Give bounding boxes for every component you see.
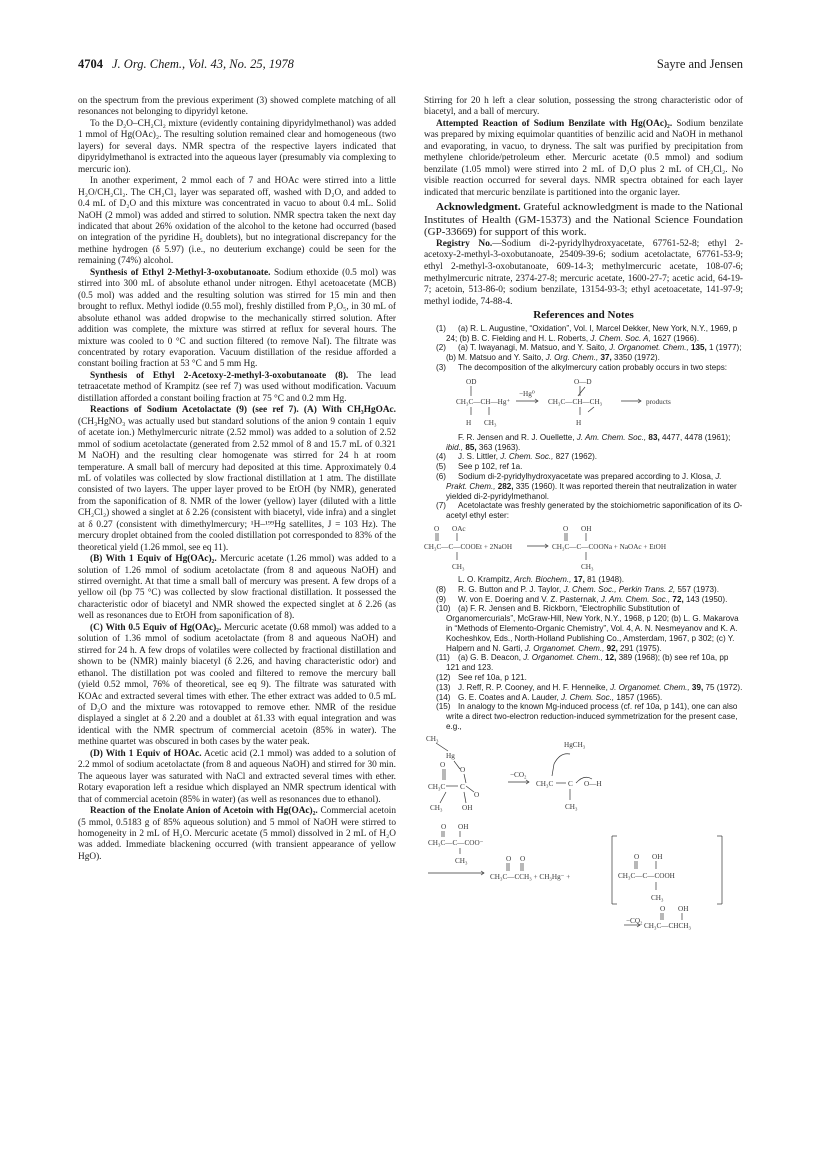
reference-text: L. O. Krampitz, [458, 575, 515, 585]
section-paragraph [78, 749, 396, 806]
section-heading: Synthesis of Ethyl 2-Acetoxy-2-methyl-3-oxobutanoate (8). [90, 370, 349, 381]
svg-text:CH₃C—C—COOEt + 2NaOH: CH₃C—C—COOEt + 2NaOH [424, 543, 513, 552]
reference-item [424, 585, 743, 595]
reference-volume: 39, [689, 682, 704, 692]
reference-item [424, 452, 743, 462]
svg-text:O: O [440, 760, 446, 769]
reference-volume: 12, [602, 653, 617, 663]
svg-text:CH₃: CH₃ [484, 418, 497, 427]
section-body: Sodium benzilate was prepared by mixing equimolar quantities of benzilic acid and NaOH in methanol and evaporating, in vacuo, to dryness. The salt was purified by precipitation from methylene chloride/petroleum ether. Mercuric acetate (0.5 mmol) and sodium benzilate (1.05 mmol) were stirred into 2 mL of D₂O plus 2 mL of CH₂Cl₂. No visible reaction occurred for several days. NMR spectra obtained for each layer indicated that mercuric benzilate is partitioned into the organic layer. [424, 118, 743, 198]
reference-volume: 72, [670, 594, 684, 604]
svg-text:O: O [474, 790, 480, 799]
reference-text: 3350 (1972). [611, 353, 660, 363]
svg-text:products: products [646, 397, 671, 406]
reference-text: 1 (1977); (b) M. Matsuo and Y. Saito, [446, 343, 742, 363]
acknowledgment-heading: Acknowledgment. [436, 201, 521, 214]
section-heading: Reactions of Sodium Acetolactate (9) (see ref 7). (A) With CH₃HgOAc. [90, 405, 396, 416]
svg-text:O: O [520, 854, 526, 863]
reference-text: G. E. Coates and A. Lauder, [458, 692, 562, 702]
reference-number: (4) [436, 452, 446, 462]
journal-citation: J. Org. Chem., Vol. 43, No. 25, 1978 [112, 57, 294, 71]
svg-text:OH: OH [678, 904, 689, 913]
reference-text: 827 (1962). [553, 452, 598, 462]
svg-text:CH₃: CH₃ [651, 893, 664, 902]
svg-text:C: C [460, 782, 465, 791]
mercury-cation-decomposition-scheme [424, 375, 724, 431]
reference-journal: J. Chem. Soc., [500, 452, 554, 462]
registry-body: —Sodium di-2-pyridylhydroxyacetate, 67761-52-8; ethyl 2-acetoxy-2-methyl-3-oxobutanoate, 25409-39-6; sodium acetolactate, 67761-53-9; ethyl 2-methyl-3-oxobutanoate, 609-14-3; methylmercuric acetate, 108-07-6; methylmercuric nitrate, 2374-27-8; mercuric acetate, 1600-27-7; acetic acid, 64-19-7; acetoin, 513-86-0; sodium benzilate, 13154-93-3; ethyl acetoacetate, 141-97-9; methyl iodide, 74-88-4. [424, 238, 743, 307]
svg-text:OH: OH [462, 803, 473, 812]
reference-text: J. S. Littler, [458, 452, 501, 462]
reference-item [424, 702, 743, 731]
svg-text:CH₃C—C—COOH: CH₃C—C—COOH [618, 871, 675, 880]
svg-text:CH₃C—C—COONa + NaOAc + EtOH: CH₃C—C—COONa + NaOAc + EtOH [552, 543, 667, 552]
symmetrization-scheme [424, 734, 742, 930]
section-heading: (D) With 1 Equiv of HOAc. [90, 748, 202, 759]
svg-text:CH₃: CH₃ [565, 802, 578, 811]
svg-text:C: C [568, 779, 573, 788]
reference-text: R. G. Button and P. J. Taylor, [458, 584, 564, 594]
reference-number: (2) [436, 343, 446, 353]
reference-text: See ref 10a, p 121. [458, 673, 527, 682]
reference-journal: J. Am. Chem. Soc., [576, 432, 647, 442]
reference-volume: 135, [688, 343, 707, 353]
reference-text: The decomposition of the alkylmercury cation probably occurs in two steps: [458, 363, 728, 373]
reference-number: (14) [436, 692, 451, 702]
svg-text:CH₃: CH₃ [426, 734, 439, 743]
reference-journal: J. Organomet. Chem., [610, 682, 690, 692]
svg-text:−CO₂: −CO₂ [510, 770, 527, 779]
section-paragraph [424, 119, 743, 199]
reference-text: 291 (1975). [617, 643, 662, 653]
section-paragraph [78, 405, 396, 554]
svg-text:CH₃: CH₃ [430, 803, 443, 812]
section-heading: (B) With 1 Equiv of Hg(OAc)₂. [90, 554, 217, 565]
reference-item [424, 673, 743, 683]
reference-text: 4477, 4478 (1961); [659, 432, 731, 442]
reference-item [424, 595, 743, 605]
reference-item [424, 683, 743, 693]
left-column [78, 96, 396, 863]
svg-text:−CO₂: −CO₂ [626, 916, 643, 925]
reference-item [424, 604, 743, 653]
section-heading: Attempted Reaction of Sodium Benzilate with Hg(OAc)₂. [436, 118, 673, 129]
reference-item [424, 324, 743, 344]
svg-text:O: O [441, 822, 447, 831]
svg-text:HgCH₃: HgCH₃ [564, 740, 586, 749]
reference-text: See p 102, ref 1a. [458, 462, 523, 472]
reference-item-continued [424, 433, 743, 453]
reference-volume: 92, [604, 643, 618, 653]
reference-journal: J. Organomet. Chem., [523, 653, 603, 663]
svg-text:O—H: O—H [584, 779, 602, 788]
svg-text:O—D: O—D [574, 377, 592, 386]
saponification-scheme [424, 523, 724, 573]
svg-text:CH₃: CH₃ [452, 563, 465, 572]
running-authors: Sayre and Jensen [656, 57, 743, 71]
reference-number: (8) [436, 584, 446, 594]
acknowledgment-paragraph [424, 201, 743, 239]
reference-journal: J. Chem. Soc., [561, 692, 615, 702]
reference-item [424, 693, 743, 703]
reference-journal: J. Org. Chem., [545, 353, 599, 363]
reference-text: 335 (1960). It was reported therein that neutralization in water yielded di-2-pyridylmethanol. [446, 481, 737, 501]
reference-number: (12) [436, 673, 451, 682]
section-paragraph [78, 554, 396, 623]
svg-text:O: O [660, 904, 666, 913]
reference-text: (a) R. L. Augustine, “Oxidation”, Vol. I, Marcel Dekker, New York, N.Y., 1969, p 24; (b) B. C. Fielding and H. L. Roberts, [446, 323, 738, 343]
paragraph: Stirring for 20 h left a clear solution, possessing the strong characteristic odor of biacetyl, and a ball of mercury. [424, 96, 743, 118]
reference-text: 1627 (1966). [650, 333, 699, 343]
svg-text:CH₃: CH₃ [455, 856, 468, 865]
reference-journal: J. Chem. Soc. A, [590, 333, 651, 343]
reference-text: 75 (1972). [703, 682, 743, 692]
svg-text:OH: OH [458, 822, 469, 831]
section-paragraph [78, 268, 396, 371]
reference-journal: J. Chem. Soc., Perkin Trans. 2, [563, 584, 676, 594]
reference-item-continued [424, 575, 743, 585]
section-paragraph [78, 371, 396, 405]
reference-journal: J. Organomet. Chem., [609, 343, 689, 353]
section-paragraph [78, 623, 396, 749]
references-list [424, 324, 743, 930]
section-body: Mercuric acetate (1.26 mmol) was added to a solution of 1.26 mmol of sodium acetolactate (from 8 and aqueous NaOH) and stirred overnight. At that time a small ball of mercury was present. A few drops of a yellow oil (bp 75 °C) was collected by slow fractional distillation. It possessed the characteristic odor of biacetyl and NMR showed the expected singlet at δ 2.26 (as well as resonances due to EtOH from saponification of 8). [78, 554, 396, 622]
reference-volume: 37, [598, 353, 612, 363]
section-heading: Synthesis of Ethyl 2-Methyl-3-oxobutanoate. [90, 267, 271, 278]
section-heading: (C) With 0.5 Equiv of Hg(OAc)₂. [90, 622, 222, 633]
reference-number: (10) [436, 604, 451, 614]
reference-item [424, 462, 743, 472]
svg-text:CH₃C—CH—Hg⁺: CH₃C—CH—Hg⁺ [456, 397, 511, 406]
paragraph: In another experiment, 2 mmol each of 7 and HOAc were stirred into a little H₂O/CH₂Cl₂. The CH₂Cl₂ layer was separated off, washed with D₂O, and added to 0.4 mL of D₂O and this mixture was concentrated in vacuo to about 0.4 mL. Solid NaOH (2 mmol) was added and stirred to solution. NMR spectra taken the next day indicated that about 26% oxidation of the alcohol to the ketone had occurred (based on integration of the pyridine H₅ doublets), but no integrational discrepancy for the methine hydrogen (δ 5.97) (i.e., no deuterium exchange) could be seen for the remaining (74%) alcohol. [78, 176, 396, 267]
reference-text: 143 (1950). [683, 594, 728, 604]
section-body: Acetic acid (2.1 mmol) was added to a solution of 2.2 mmol of sodium acetolactate (from 8 and aqueous NaOH) and stirred for 30 min. The aqueous layer was saturated with NaCl and extracted several times with ether. Rotary evaporation left a residue which displayed an NMR spectrum identical with that of commercial acetoin (85% in water) (as well as resonances due to ethanol). [78, 748, 397, 805]
reference-text: 81 (1948). [584, 575, 625, 585]
reference-text: 389 (1968); (b) see ref 10a, pp 121 and 123. [446, 653, 729, 673]
registry-heading: Registry No. [436, 238, 493, 249]
reference-number: (1) [436, 323, 446, 333]
svg-text:H: H [576, 418, 582, 427]
svg-text:O: O [634, 852, 640, 861]
svg-text:OH: OH [652, 852, 663, 861]
reference-text: 557 (1973). [675, 584, 719, 594]
svg-text:OH: OH [581, 525, 592, 534]
registry-paragraph [424, 239, 743, 309]
svg-text:CH₃: CH₃ [581, 563, 594, 572]
svg-text:CH₃C—CCH₃ + CH₃Hg⁻ +: CH₃C—CCH₃ + CH₃Hg⁻ + [490, 872, 571, 881]
reference-item [424, 472, 743, 501]
reference-journal: J. Am. Chem. Soc., [600, 594, 671, 604]
reference-number: (5) [436, 462, 446, 472]
section-body: The lead tetraacetate method of Krampitz (see ref 7) was used without modification. Vacuum distillation afforded a constant boiling fraction at 75 °C and 0.2 mm Hg. [78, 370, 396, 404]
reference-text: W. von E. Doering and V. Z. Pasternak, [458, 594, 601, 604]
reference-text: In analogy to the known Mg-induced process (cf. ref 10a, p 141), one can also write a direct two-electron reduction-induced symmetrization for the present case, e.g., [446, 702, 738, 731]
reference-volume: 85, [463, 442, 477, 452]
svg-text:CH₃C: CH₃C [428, 782, 446, 791]
reference-volume: 282, [495, 481, 514, 491]
reference-text: (a) F. R. Jensen and B. Rickborn, “Electrophilic Substitution of Organomercurials”, McGraw-Hill, New York, N.Y., 1968, p 120; (b) L. G. Makarova in “Methods of Elemento-Organic Chemistry”, Vol. 4, A. N. Nesmeyanov and K. A. Kocheshkov, Eds., North-Holland Publishing Co., Amsterdam, 1967, p 302; (c) Y. Halpern and N. Garti, [446, 604, 739, 653]
svg-text:CH₃C—CHCH₃: CH₃C—CHCH₃ [644, 921, 691, 930]
page-number: 4704 [78, 57, 103, 71]
svg-text:O: O [460, 765, 466, 774]
section-body: Sodium ethoxide (0.5 mol) was stirred into 300 mL of absolute ethanol under nitrogen. Ethyl acetoacetate (MCB) (0.5 mol) was added and the resulting solution was stirred for 15 min and then brought to reflux. Methyl iodide (0.55 mol), freshly distilled from P₂O₅, in 30 mL of absolute ethanol was added dropwise to the mechanically stirred solution. After addition was complete, the mixture was stirred at reflux for several hours. The mixture was cooled to 0 °C and suction filtered (to remove NaI). The filtrate was concentrated by rotary evaporation. Vacuum distillation of the residue afforded a constant boiling fraction at 53 °C and 5 mm Hg. [78, 267, 396, 370]
svg-text:H: H [466, 418, 472, 427]
reference-number: (7) [436, 501, 446, 511]
reference-text: (a) T. Iwayanagi, M. Matsuo, and Y. Saito, [458, 343, 610, 353]
reference-text: -acetyl ethyl ester: [446, 501, 743, 521]
reference-volume: 17, [571, 575, 585, 585]
reference-text: J. Reff, R. P. Cooney, and H. F. Henneike, [458, 682, 611, 692]
svg-text:O: O [434, 525, 440, 534]
reference-item [424, 501, 743, 521]
reference-text: Acetolactate was freshly generated by the stoichiometric saponification of its [458, 501, 734, 511]
section-paragraph [78, 806, 396, 863]
svg-text:CH₃C—CH—CH₃: CH₃C—CH—CH₃ [548, 397, 603, 406]
reference-number: (11) [436, 653, 450, 663]
reference-number: (3) [436, 363, 446, 373]
reference-journal: J. Prakt. Chem., [446, 472, 722, 491]
section-body: (CH₃HgNO₃ was actually used but standard solutions of the anion 9 contain 1 equiv of acetate ion.) Methylmercuric nitrate (2.52 mmol) was added to a solution of 2.52 mmol of sodium acetolactate (generated from 2.52 mmol of 8 and 15.7 mL of 0.321 M NaOH) and the resulting clear homogenate was stirred for 24 h at room temperature. A small ball of mercury had deposited at this time. Approximately 0.4 mL of volatiles was collected by slow fractional distillation at 1 atm. The distillate consisted of two layers. The upper layer proved to be EtOH (by NMR), generated from the saponification of 8. NMR of the lower (yellow) layer (diluted with a little CH₂Cl₂) showed a singlet at δ 2.26 (consistent with biacetyl, vide infra) and a singlet at δ 0.27 (consistent with dimethylmercury; ¹H–¹⁹⁹Hg satellites, J = 103 Hz). The mercury droplet obtained from the cooled distillation pot corresponded to 83% of the theoretical yield (1.26 mmol, see eq 11). [78, 416, 396, 553]
acknowledgment-body: Grateful acknowledgment is made to the National Institutes of Health (GM-15373) and the National Science Foundation (GP-33669) for support of this work. [424, 201, 743, 239]
reference-journal: Arch. Biochem., [514, 575, 572, 585]
svg-text:O: O [563, 525, 569, 534]
reference-number: (13) [436, 682, 451, 692]
svg-text:−Hg⁰: −Hg⁰ [519, 389, 535, 398]
reference-item [424, 343, 743, 363]
svg-text:CH₃C: CH₃C [536, 779, 554, 788]
paragraph: on the spectrum from the previous experiment (3) showed complete matching of all resonances not belonging to dipyridyl ketone. [78, 96, 396, 118]
reference-number: (9) [436, 594, 446, 604]
reference-text: 363 (1963). [476, 442, 521, 452]
reference-item [424, 363, 743, 373]
section-body: Mercuric acetate (0.68 mmol) was added to a solution of 1.36 mmol of sodium acetolactate (from 8 and aqueous NaOH) and stirred for 24 h. A few drops of volatiles were collected by fractional distillation and shown to be (NMR) mainly biacetyl (δ 2.26, and having characteristic odor) and ethanol. The distillation pot was cooled and filtered to remove the mercury ball (yield 0.52 mmol, 76% of theoretical, see eq 9). The filtrate was saturated with KOAc and extracted several times with ether. The ether extract was added to 0.5 mL of D₂O and the mixture was rotovapped to remove ether. NMR of the residue displayed a singlet at δ 2.20 and a doublet at δ1.33 with equal integration and was identical with the NMR spectrum of commercial acetoin (85% in water). The methine quartet was obscured in both cases by the water peak. [78, 622, 396, 748]
svg-text:OD: OD [466, 377, 477, 386]
reference-item [424, 653, 743, 673]
reference-number: (6) [436, 472, 446, 482]
reference-text: F. R. Jensen and R. J. Ouellette, [458, 432, 577, 442]
paragraph: To the D₂O–CH₂Cl₂ mixture (evidently containing dipyridylmethanol) was added 1 mmol of Hg(OAc)₂. The resulting solution remained clear and homogeneous (two layers) for several days. NMR spectra of the respective layers indicated that dipyridylmethanol is extracted into the aqueous layer (presumably via complexing to mercuric ion). [78, 118, 396, 175]
reference-journal: ibid., [446, 442, 464, 452]
svg-text:OAc: OAc [452, 525, 466, 534]
page-header [78, 57, 743, 77]
reference-volume: 83, [646, 432, 660, 442]
svg-text:Hg: Hg [446, 751, 455, 760]
svg-text:CH₃C—C—COO⁻: CH₃C—C—COO⁻ [428, 838, 484, 847]
references-heading: References and Notes [533, 309, 634, 322]
reference-journal: J. Organomet. Chem., [524, 643, 605, 653]
section-body: Commercial acetoin (5 mmol, 0.5183 g of 85% aqueous solution) and 5 mmol of NaOH were stirred to homogeneity in 2 mL of H₂O. Mercuric acetate (5 mmol) dissolved in 2 mL of H₂O was added. Immediate blackening occurred (with transient appearance of yellow HgO). [78, 806, 396, 862]
reference-text: O [733, 501, 740, 511]
reference-text: 1857 (1965). [614, 692, 663, 702]
reference-text: Sodium di-2-pyridylhydroxyacetate was prepared according to J. Klosa, [458, 472, 716, 482]
right-column [424, 96, 743, 932]
reference-number: (15) [436, 702, 451, 712]
section-heading: Reaction of the Enolate Anion of Acetoin with Hg(OAc)₂. [90, 806, 318, 817]
svg-text:O: O [506, 854, 512, 863]
reference-text: (a) G. B. Deacon, [458, 653, 524, 663]
